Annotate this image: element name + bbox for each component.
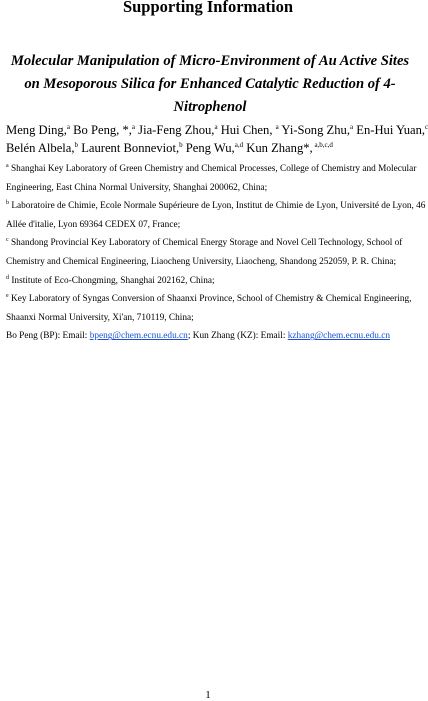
author-list bbox=[6, 121, 428, 157]
email-link-bpeng[interactable]: bpeng@chem.ecnu.edu.cn bbox=[89, 331, 188, 342]
page-number: 1 bbox=[205, 689, 211, 701]
title-line: on Mesoporous Silica for Enhanced Catalytic Reduction of 4- bbox=[24, 76, 396, 92]
author-affiliation-mark: a bbox=[131, 123, 136, 131]
title-line: Molecular Manipulation of Micro-Environment of Au Active Sites bbox=[10, 53, 410, 69]
author-name: Laurent Bonneviot, bbox=[78, 141, 180, 155]
affiliation-text: Key Laboratory of Syngas Conversion of Shaanxi Province, School of Chemistry & Chemical Engineering, bbox=[11, 294, 412, 305]
author-name: En-Hui Yuan, bbox=[353, 123, 426, 137]
affiliation-label: b bbox=[6, 200, 9, 207]
title-line: Nitrophenol bbox=[173, 99, 247, 115]
author-affiliation-mark: a bbox=[350, 123, 354, 131]
affiliation-text: Institute of Eco-Chongming, Shanghai 202162, China; bbox=[11, 275, 215, 286]
author-line bbox=[6, 139, 412, 157]
author-affiliation-mark: a,b,c,d bbox=[312, 141, 333, 149]
affiliation-c-continued: Chemistry and Chemical Engineering, Liaocheng University, Liaocheng, Shandong 252059, P. R. China; bbox=[6, 256, 397, 267]
author-affiliation-mark: a bbox=[66, 123, 70, 131]
author-affiliation-mark: b bbox=[74, 141, 79, 149]
affiliation-b bbox=[6, 197, 426, 216]
email-link-kzhang[interactable]: kzhang@chem.ecnu.edu.cn bbox=[287, 331, 391, 342]
author-name: Belén Albela, bbox=[6, 141, 75, 155]
contact-prefix-kz: ; Kun Zhang (KZ): Email: bbox=[187, 331, 288, 342]
affiliation-label: d bbox=[6, 274, 9, 281]
affiliation-label: a bbox=[6, 163, 9, 169]
author-line bbox=[6, 121, 428, 139]
supporting-information-heading: Supporting Information bbox=[122, 0, 294, 16]
affiliation-label: c bbox=[6, 237, 9, 244]
author-name: Yi-Song Zhu, bbox=[278, 123, 350, 137]
contact-prefix-bp: Bo Peng (BP): Email: bbox=[6, 331, 90, 342]
affiliation-e-continued: Shaanxi Normal University, Xi'an, 710119, China; bbox=[6, 312, 194, 323]
affiliation-d bbox=[6, 272, 412, 291]
author-name: Jia-Feng Zhou, bbox=[135, 123, 215, 137]
affiliation-text: Shanghai Key Laboratory of Green Chemistry and Chemical Processes, College of Chemistry and Molecular bbox=[11, 164, 417, 174]
author-affiliation-mark: a bbox=[275, 123, 279, 131]
affiliation-list bbox=[6, 160, 426, 346]
affiliation-text: Shandong Provincial Key Laboratory of Chemical Energy Storage and Novel Cell Technology, School of bbox=[11, 238, 403, 249]
affiliation-a bbox=[6, 160, 417, 179]
affiliation-a-continued: Engineering, East China Normal University, Shanghai 200062, China; bbox=[6, 182, 268, 193]
affiliation-b-continued: Allée d'italie, Lyon 69364 CEDEX 07, France; bbox=[6, 219, 181, 230]
affiliation-c bbox=[6, 234, 412, 253]
paper-title bbox=[6, 50, 414, 119]
author-name: Meng Ding, bbox=[6, 123, 67, 137]
affiliation-text: Laboratoire de Chimie, Ecole Normale Supérieure de Lyon, Institut de Chimie de Lyon, Université de Lyon, 46 bbox=[11, 201, 426, 212]
author-name: Hui Chen, bbox=[217, 123, 276, 137]
affiliation-e bbox=[6, 290, 412, 309]
author-name: Bo Peng, *, bbox=[69, 123, 132, 137]
author-affiliation-mark: a bbox=[214, 123, 218, 131]
affiliation-label: e bbox=[6, 293, 9, 300]
author-name: Kun Zhang*, bbox=[243, 141, 313, 155]
contact-emails bbox=[6, 327, 412, 346]
author-affiliation-mark: a,d bbox=[234, 141, 244, 149]
author-affiliation-mark: c bbox=[425, 123, 428, 131]
author-affiliation-mark: b bbox=[179, 141, 183, 149]
author-name: Peng Wu, bbox=[182, 141, 235, 155]
